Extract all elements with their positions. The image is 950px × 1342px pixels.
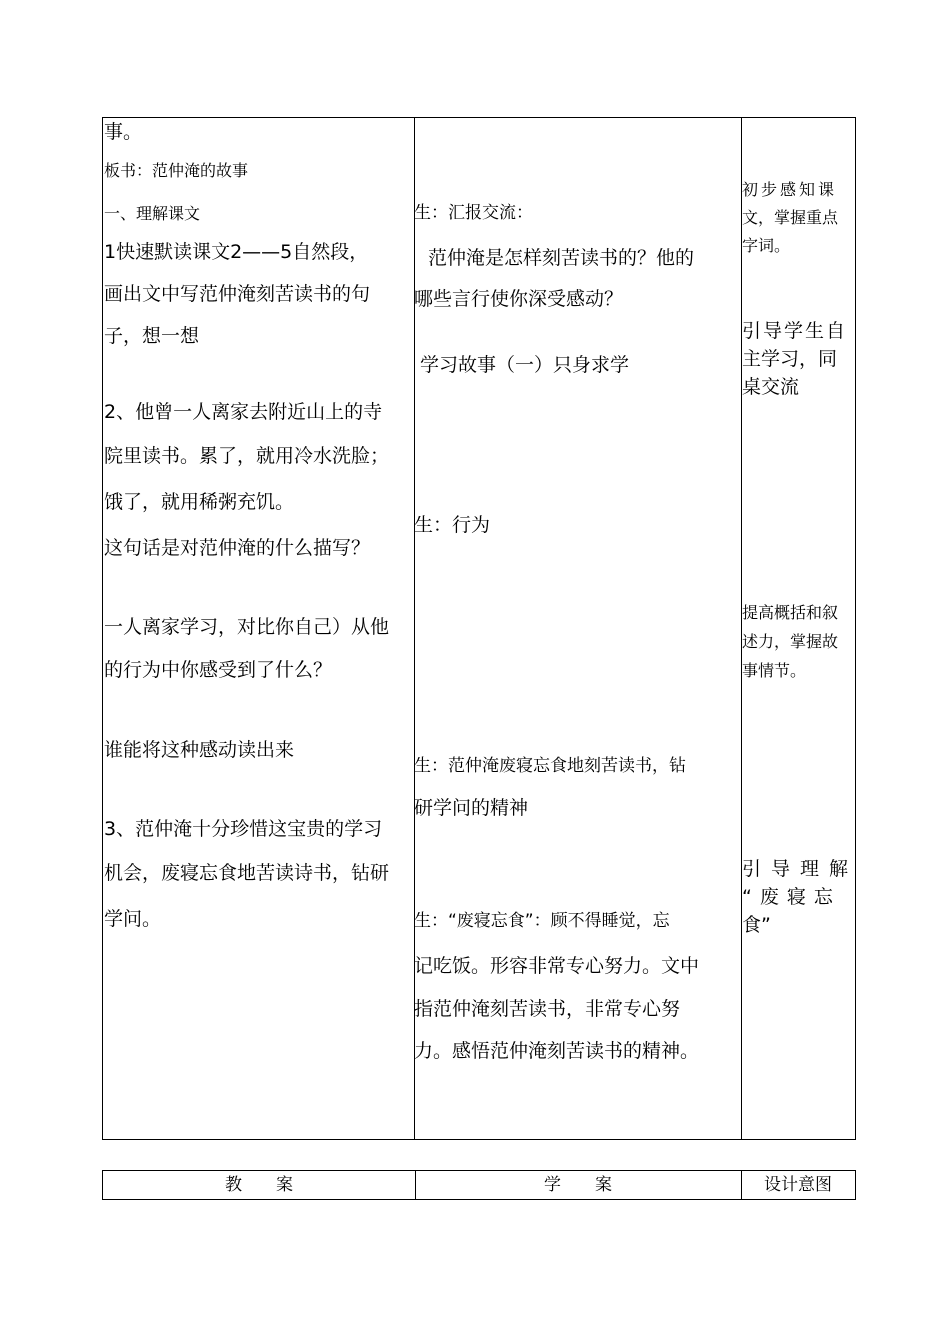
- study-text-line: 生：范仲淹废寝忘食地刻苦读书，钻: [414, 756, 686, 776]
- study-text-line: 生：“废寝忘食”：顾不得睡觉，忘: [414, 911, 670, 931]
- teaching-text-line: 谁能将这种感动读出来: [104, 739, 295, 761]
- intent-text-line: 字词。: [742, 236, 791, 255]
- study-text-line: 哪些言行使你深受感动？: [414, 288, 624, 310]
- study-text-line: 生：行为: [414, 514, 491, 536]
- intent-text-line: 提高概括和叙: [742, 603, 839, 622]
- header-teaching-plan: 教 案: [225, 1175, 293, 1195]
- teaching-text-line: 2、他曾一人离家去附近山上的寺: [104, 401, 383, 423]
- intent-text-line: 主学习，同: [742, 348, 838, 370]
- intent-text-line: 引导理解: [742, 858, 859, 880]
- intent-text-line: 桌交流: [742, 376, 800, 398]
- column-divider: [414, 118, 415, 1139]
- study-text-line: 研学问的精神: [414, 797, 529, 819]
- teaching-text-line: 板书：范仲淹的故事: [104, 161, 249, 180]
- teaching-text-line: 一、理解课文: [104, 204, 201, 223]
- teaching-text-line: 机会，废寝忘食地苦读诗书，钻研: [104, 862, 390, 884]
- teaching-text-line: 1快速默读课文2——5自然段，: [104, 241, 369, 263]
- header-study-plan: 学 案: [544, 1175, 612, 1195]
- column-divider: [741, 118, 742, 1139]
- study-text-line: 指范仲淹刻苦读书，非常专心努: [414, 998, 681, 1020]
- teaching-text-line: 院里读书。累了，就用冷水洗脸；: [104, 445, 390, 467]
- teaching-text-line: 事。: [104, 121, 143, 143]
- study-text-line: 生：汇报交流：: [414, 203, 533, 223]
- teaching-text-line: 饿了，就用稀粥充饥。: [104, 491, 295, 513]
- study-text-line: 力。感悟范仲淹刻苦读书的精神。: [414, 1040, 700, 1062]
- intent-text-line: 述力，掌握故: [742, 632, 839, 651]
- intent-text-line: 食”: [742, 914, 771, 936]
- teaching-text-line: 子，想一想: [104, 325, 200, 347]
- intent-text-line: “废寝忘: [742, 886, 841, 908]
- header-table: [102, 1170, 856, 1200]
- study-text-line: 范仲淹是怎样刻苦读书的？他的: [428, 247, 695, 269]
- intent-text-line: 事情节。: [742, 661, 807, 680]
- teaching-text-line: 的行为中你感受到了什么？: [104, 659, 333, 681]
- intent-text-line: 引导学生自: [742, 320, 848, 342]
- teaching-text-line: 学问。: [104, 908, 162, 930]
- header-design-intent: 设计意图: [764, 1175, 832, 1195]
- teaching-text-line: 一人离家学习，对比你自己）从他: [104, 616, 390, 638]
- teaching-text-line: 这句话是对范仲淹的什么描写？: [104, 537, 371, 559]
- study-text-line: 记吃饭。形容非常专心努力。文中: [414, 955, 700, 977]
- intent-text-line: 文，掌握重点: [742, 208, 839, 227]
- intent-text-line: 初步感知课: [742, 180, 838, 199]
- study-text-line: 学习故事（一）只身求学: [420, 354, 630, 376]
- teaching-text-line: 3、范仲淹十分珍惜这宝贵的学习: [104, 818, 383, 840]
- teaching-text-line: 画出文中写范仲淹刻苦读书的句: [104, 283, 371, 305]
